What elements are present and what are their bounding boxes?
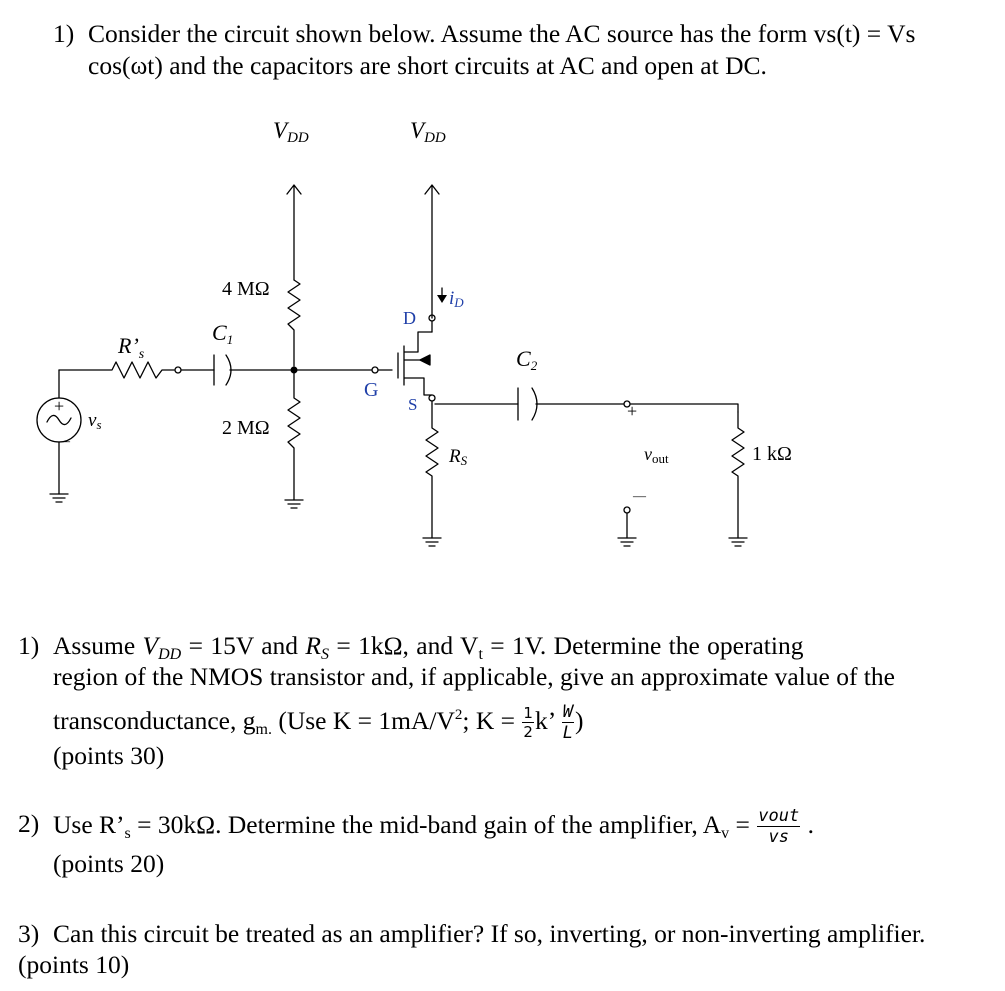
load-label: 1 kΩ	[752, 443, 792, 465]
c2-label: C	[516, 346, 531, 371]
q1-line-3: transconductance, $g_{m.}$ (Use $K = 1mA/V^2$; K = $\frac{1}{2}$ k’ $\frac{W}{L}$ )	[53, 702, 584, 744]
q2-points: (points 20)	[53, 849, 165, 878]
svg-text:VDD: VDD	[273, 118, 309, 146]
r-top-label: 4 MΩ	[222, 278, 270, 300]
svg-text:RS: RS	[449, 446, 468, 468]
svg-text:iD: iD	[449, 288, 464, 310]
svg-text:R’s: $R’_s$	[118, 333, 145, 362]
vout-minus: —	[633, 488, 646, 503]
gate-junction-dot	[291, 367, 298, 374]
ground-rs	[423, 538, 441, 546]
gate-label: G	[364, 379, 379, 401]
half-fraction: $\frac{1}{2}$	[523, 704, 533, 742]
q1-line-2: region of the NMOS transistor and, if applicable, give an approximate value of the	[53, 662, 895, 691]
q2-line-1: Use $R’_s = 30k\Omega$. Determine the mid-band gain of the amplifier, $A_v$ = $\frac{\text{vout}}{vs}$ .	[53, 806, 814, 847]
q1-points: (points 30)	[53, 741, 165, 770]
svg-text:C1: C1	[212, 320, 234, 347]
w-over-l-fraction: $\frac{W}{L}$	[562, 702, 573, 744]
ground-2meg	[285, 500, 303, 508]
resistor-rs	[426, 404, 438, 538]
intro-line-1: Consider the circuit shown below. Assume the AC source has the form vs(t) = Vs	[88, 19, 916, 48]
capacitor-c1	[214, 355, 231, 385]
vdd-arrow-right	[425, 185, 439, 318]
svg-text:VDD: VDD	[410, 118, 446, 146]
vout-label: v	[644, 444, 652, 464]
id-label: i	[449, 288, 455, 309]
ground-source	[50, 494, 68, 502]
resistor-2meg	[288, 372, 300, 500]
vdd-label-left: V	[273, 118, 288, 143]
svg-text:C2: C2	[516, 346, 538, 373]
resistor-load	[732, 412, 744, 538]
svg-text:vs: vs	[88, 410, 102, 432]
resistor-rs-prime	[59, 362, 174, 378]
ground-load	[729, 538, 747, 546]
vdd-arrow-left	[287, 185, 301, 280]
c1-label: C	[212, 320, 227, 345]
intro-number: 1)	[53, 19, 75, 48]
capacitor-c2	[518, 388, 537, 420]
ground-vout	[618, 538, 636, 546]
q3-number: 3)	[18, 919, 40, 948]
q3-points: (points 10)	[18, 950, 130, 979]
q1-number: 1)	[18, 631, 40, 660]
source-plus: +	[54, 396, 65, 416]
r-bottom-label: 2 MΩ	[222, 417, 270, 439]
q3-line-1: Can this circuit be treated as an amplifier? If so, inverting, or non-inverting amplifier.	[53, 919, 926, 948]
rs-label: R	[449, 446, 461, 467]
rs-prime-label: R’	[118, 333, 139, 358]
intro-line-2: cos(ωt) and the capacitors are short circuits at AC and open at DC.	[88, 51, 767, 80]
vout-plus: +	[627, 401, 638, 421]
source-label: v	[88, 410, 97, 431]
drain-label: D	[403, 308, 416, 328]
q1-line-1: Assume $V_{DD} = 15V$ and $R_S = 1k\Omega$, and $V_t = 1V$. Determine the operating	[53, 631, 804, 663]
source-minus: —	[56, 434, 70, 449]
vdd-label-right: V	[410, 118, 425, 143]
gain-fraction: $\frac{\text{vout}}{vs}$	[758, 806, 800, 847]
q2-number: 2)	[18, 809, 40, 838]
resistor-4meg	[288, 280, 300, 366]
svg-text:vout: vout	[644, 444, 669, 466]
source-terminal-label: S	[408, 395, 418, 414]
